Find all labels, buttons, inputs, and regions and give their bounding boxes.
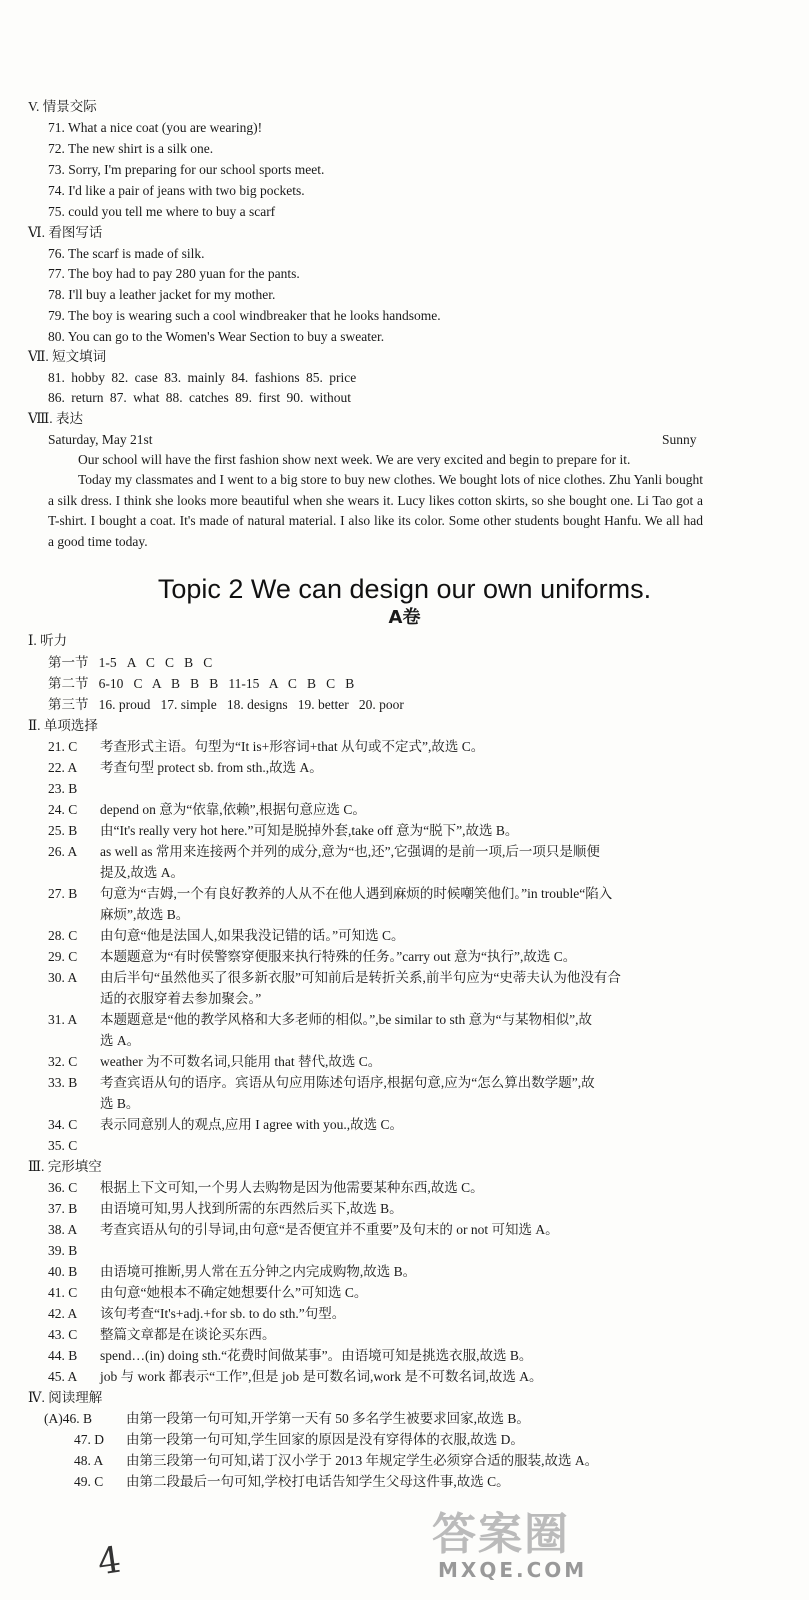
answer-line: 71. What a nice coat (you are wearing)! [48,120,263,135]
explanation: 本题题意为“有时侯警察穿便服来执行特殊的任务。”carry out 意为“执行”,故选 C。 [100,949,577,964]
explanation: 该句考查“It's+adj.+for sb. to do sth.”句型。 [100,1306,346,1321]
answer-key: 24. C [48,802,78,817]
answer-key: 43. C [48,1327,78,1342]
section-heading: Ⅳ. 阅读理解 [28,1390,103,1405]
answer-key: 40. B [48,1264,78,1279]
answer-key: 38. A [48,1222,78,1237]
explanation: 本题题意是“他的教学风格和大多老师的相似。”,be similar to sth 意为“与某物相似”,故 [100,1012,592,1027]
explanation: 由后半句“虽然他买了很多新衣服”可知前后是转折关系,前半句应为“史蒂夫认为他没有合 [100,970,621,985]
explanation-continued: 提及,故选 A。 [100,865,184,880]
section-heading: Ⅵ. 看图写话 [28,225,103,240]
answer-line: 73. Sorry, I'm preparing for our school sports meet. [48,162,325,177]
answer-key: 23. B [48,781,78,796]
explanation: 由第一段第一句可知,学生回家的原因是没有穿得体的衣服,故选 D。 [126,1432,524,1447]
explanation: 根据上下文可知,一个男人去购物是因为他需要某种东西,故选 C。 [100,1180,484,1195]
answer-key: 42. A [48,1306,78,1321]
answer-key: 44. B [48,1348,78,1363]
explanation-continued: 选 A。 [100,1033,141,1048]
answer-item [48,738,92,756]
answer-key: 35. C [48,1138,78,1153]
answer-key: 37. B [48,1201,78,1216]
explanation-continued: 麻烦”,故选 B。 [100,907,190,922]
answer-key: 41. C [48,1285,78,1300]
section-heading: Ⅲ. 完形填空 [28,1159,102,1174]
explanation: 考查形式主语。句型为“It is+形容词+that 从句或不定式”,故选 C。 [100,739,485,754]
explanation: job 与 work 都表示“工作”,但是 job 是可数名词,work 是不可数名词,故选 A。 [100,1369,543,1384]
page-number: 4 [95,1539,124,1584]
answer-key: 27. B [48,886,78,901]
section-heading: Ⅱ. 单项选择 [28,718,98,733]
answer-key: 34. C [48,1117,78,1132]
section-heading: Ⅰ. 听力 [28,633,68,648]
explanation: 由第一段第一句可知,开学第一天有 50 多名学生被要求回家,故选 B。 [126,1411,530,1426]
essay-paragraph: Our school will have the first fashion show next week. We are very excited and begin to prepare for it. [78,452,631,467]
answer-line: 80. You can go to the Women's Wear Section to buy a sweater. [48,329,385,344]
watermark-logo: 答案圈 [432,1509,570,1560]
explanation: 由句意“他是法国人,如果我没记错的话。”可知选 C。 [100,928,405,943]
paper-subtitle: A卷 [388,607,421,628]
answer-key: 33. B [48,1075,78,1090]
explanation: 表示同意别人的观点,应用 I agree with you.,故选 C。 [100,1117,403,1132]
explanation: spend…(in) doing sth.“花费时间做某事”。由语境可知是挑选衣服,故选 B。 [100,1348,533,1363]
answer-key: 45. A [48,1369,78,1384]
watermark-url: MXQE.COM [438,1558,588,1582]
explanation: weather 为不可数名词,只能用 that 替代,故选 C。 [100,1054,382,1069]
diary-date: Saturday, May 21st [48,432,153,447]
explanation: 整篇文章都是在谈论买东西。 [100,1327,276,1342]
explanation: 由第二段最后一句可知,学校打电话告知学生父母这件事,故选 C。 [126,1474,510,1489]
explanation-continued: 适的衣服穿着去参加聚会。” [100,991,262,1006]
answer-line: 79. The boy is wearing such a cool windbreaker that he looks handsome. [48,308,441,323]
explanation: 由“It's really very hot here.”可知是脱掉外套,take off 意为“脱下”,故选 B。 [100,823,519,838]
answer-line: 74. I'd like a pair of jeans with two big pockets. [48,183,305,198]
explanation: depend on 意为“依靠,依赖”,根据句意应选 C。 [100,802,366,817]
answer-key: 36. C [48,1180,78,1195]
answer-row: 第一节 1-5 A C C B C [48,655,213,670]
answer-key: 22. A [48,760,78,775]
explanation: as well as 常用来连接两个并列的成分,意为“也,还”,它强调的是前一项,后一项只是顺便 [100,844,600,859]
explanation: 句意为“吉姆,一个有良好教养的人从不在他人遇到麻烦的时候嘲笑他们。”in trouble“陷入 [100,886,613,901]
answer-row: 86. return 87. what 88. catches 89. first 90. without [48,390,351,405]
answer-line: 77. The boy had to pay 280 yuan for the pants. [48,266,300,281]
answer-key: 25. B [48,823,78,838]
answer-row: 81. hobby 82. case 83. mainly 84. fashions 85. price [48,370,357,385]
answer-key: 26. A [48,844,78,859]
diary-author: Sunny [662,432,697,447]
explanation: 由语境可知,男人找到所需的东西然后买下,故选 B。 [100,1201,403,1216]
answer-key: 32. C [48,1054,78,1069]
answer-line: 78. I'll buy a leather jacket for my mother. [48,287,276,302]
answer-row: 第三节 16. proud 17. simple 18. designs 19. better 20. poor [48,697,404,712]
answer-key: 31. A [48,1012,78,1027]
topic-title: Topic 2 We can design our own uniforms. [157,574,652,604]
section-heading: Ⅶ. 短文填词 [28,349,107,364]
answer-line: 75. could you tell me where to buy a scarf [48,204,276,219]
explanation: 考查宾语从句的引导词,由句意“是否便宜并不重要”及句末的 or not 可知选 A。 [100,1222,559,1237]
section-heading: V. 情景交际 [28,99,97,114]
answer-key: 28. C [48,928,78,943]
explanation: 考查宾语从句的语序。宾语从句应用陈述句语序,根据句意,应为“怎么算出数学题”,故 [100,1075,595,1090]
section-heading: Ⅷ. 表达 [28,411,84,426]
answer-key: 47. D [74,1432,104,1447]
explanation: 考查句型 protect sb. from sth.,故选 A。 [100,760,323,775]
explanation-continued: 选 B。 [100,1096,140,1111]
answer-line: 76. The scarf is made of silk. [48,246,205,261]
explanation: 由第三段第一句可知,诺丁汉小学于 2013 年规定学生必须穿合适的服装,故选 A。 [126,1453,599,1468]
explanation: 由句意“她根本不确定她想要什么”可知选 C。 [100,1285,368,1300]
essay-paragraph: Today my classmates and I went to a big store to buy new clothes. We bought lots of nice clothes. Zhu Yanli bought a silk dress. I think she looks more beautiful when she wears it. Lucy likes cotton skirts, so she bought one. Li Tao got a T-shirt. I bought a coat. It's made of natural material. I also like its color. Some other students bought Hanfu. We all had a good time today. [48,472,703,549]
answer-key: 30. A [48,970,78,985]
answer-key: 48. A [74,1453,104,1468]
answer-key: 29. C [48,949,78,964]
answer-key: 21. C [48,739,78,754]
explanation: 由语境可推断,男人常在五分钟之内完成购物,故选 B。 [100,1264,417,1279]
answer-key: (A)46. B [44,1411,92,1426]
answer-key: 39. B [48,1243,78,1258]
answer-row: 第二节 6-10 C A B B B 11-15 A C B C B [48,676,355,691]
answer-key: 49. C [74,1474,104,1489]
answer-line: 72. The new shirt is a silk one. [48,141,214,156]
